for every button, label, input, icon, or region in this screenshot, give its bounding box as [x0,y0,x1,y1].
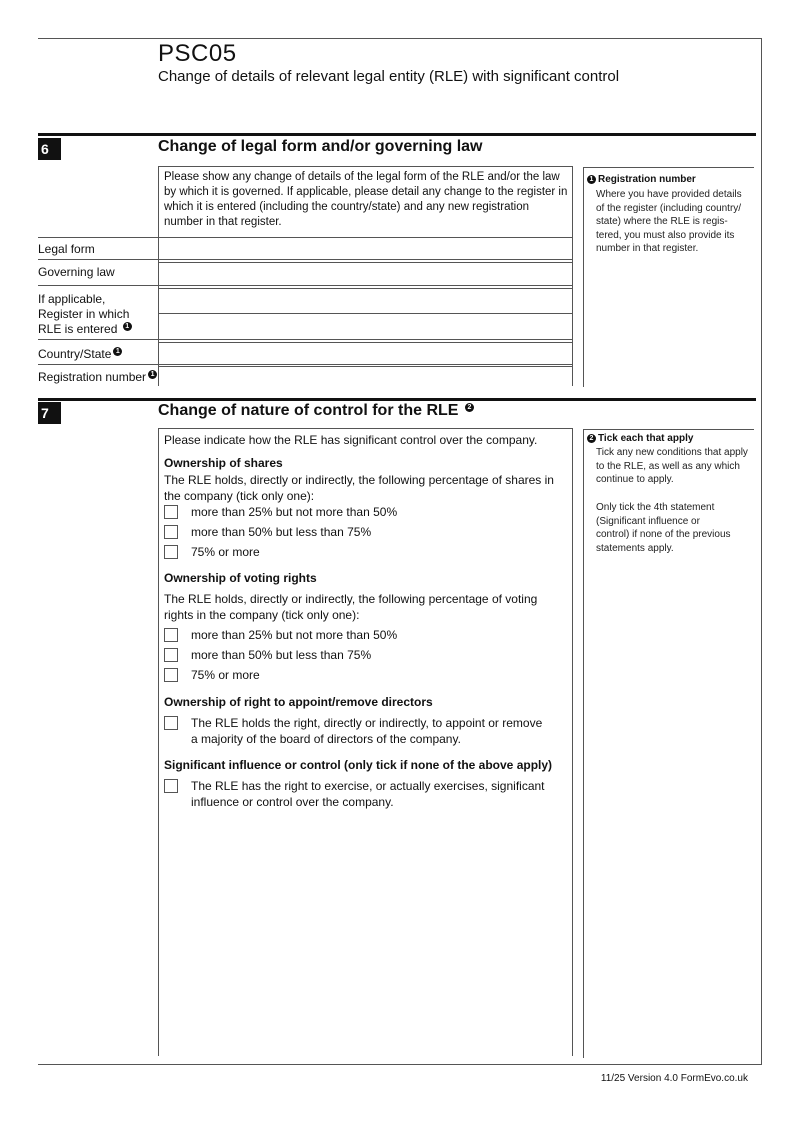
right-border [761,38,762,1065]
checkbox-label: The RLE has the right to exercise, or actually exercises, significant influence or control over the company. [191,779,545,809]
checkbox[interactable] [164,716,178,730]
bottom-border [38,1064,762,1065]
registration-number-label-text: Registration number [38,370,147,384]
section-7-intro: Please indicate how the RLE has significant control over the company. [164,433,538,447]
section-6-rule [38,133,756,136]
top-border [38,38,762,39]
governing-law-label: Governing law [38,265,115,279]
section-6-title: Change of legal form and/or governing law [158,138,483,155]
section-6-intro: Please show any change of details of the legal form of the RLE and/or the law by which it is governed. If applicable, please detail any change to the register in which it is entered (including the country/state) and any new registration number in that register. [164,171,568,228]
registration-number-input[interactable] [159,367,572,386]
note-1-icon: 1 [123,322,132,331]
section-6-note-title [587,174,696,185]
checkbox-label: more than 50% but less than 75% [191,648,372,662]
directors-heading: Ownership of right to appoint/remove directors [164,695,433,709]
section-6-box-top [158,166,573,167]
registration-number-label [38,370,157,385]
checkbox[interactable] [164,648,178,662]
country-state-label-text: Country/State [38,347,112,361]
row-divider [38,364,573,365]
section-6-number: 6 [38,138,61,160]
checkbox[interactable] [164,779,178,793]
row-divider [38,285,573,286]
checkbox[interactable] [164,505,178,519]
checkbox-label: more than 25% but not more than 50% [191,505,398,519]
checkbox-label: 75% or more [191,545,260,559]
governing-law-input[interactable] [159,261,572,284]
section-7-number: 7 [38,402,61,424]
checkbox[interactable] [164,525,178,539]
checkbox[interactable] [164,668,178,682]
row-divider [38,259,573,260]
register-label [38,292,153,337]
note-2-icon: 2 [465,403,474,412]
form-code: PSC05 [158,40,237,67]
footer-version: 11/25 Version 4.0 FormEvo.co.uk [600,1073,748,1084]
register-input-line1[interactable] [159,289,572,312]
checkbox-label: more than 50% but less than 75% [191,525,372,539]
note-1-icon: 1 [587,175,596,184]
shares-text: The RLE holds, directly or indirectly, the following percentage of shares in the company (tick only one): [164,473,554,503]
section-6-box-right [572,166,573,386]
section-7-title [158,402,474,420]
row-divider [38,339,573,340]
note-title-text: Registration number [598,174,696,185]
influence-heading: Significant influence or control (only tick if none of the above apply) [164,758,553,772]
note-1-icon: 1 [148,370,157,379]
checkbox-label: more than 25% but not more than 50% [191,628,398,642]
checkbox[interactable] [164,628,178,642]
section-7-title-text: Change of nature of control for the RLE [158,402,459,419]
checkbox-label: 75% or more [191,668,260,682]
note-2-icon: 2 [587,434,596,443]
form-title: Change of details of relevant legal entity (RLE) with significant control [158,68,620,85]
legal-form-input[interactable] [159,238,572,259]
section-7-note-text-2: Only tick the 4th statement (Significant influence or control) if none of the previous statements apply. [596,502,731,554]
country-state-label [38,347,122,362]
legal-form-label: Legal form [38,242,95,256]
row-divider [158,262,573,263]
section-7-box-top [158,428,573,429]
note-1-icon: 1 [113,347,122,356]
section-7-rule [38,398,756,401]
register-label-text: If applicable, Register in which RLE is entered [38,292,130,336]
voting-heading: Ownership of voting rights [164,571,317,585]
section-7-note-title [587,433,693,444]
register-input-line2[interactable] [159,314,572,337]
section-7-box-left [158,428,159,1056]
section-7-note-text-1: Tick any new conditions that apply to the RLE, as well as any which continue to apply. [596,447,748,485]
checkbox-label: The RLE holds the right, directly or indirectly, to appoint or remove a majority of the board of directors of the company. [191,716,543,746]
voting-text: The RLE holds, directly or indirectly, the following percentage of voting rights in the company (tick only one): [164,592,538,622]
shares-heading: Ownership of shares [164,456,283,470]
country-state-input[interactable] [159,343,572,363]
section-6-note-text: Where you have provided details of the register (including country/ state) where the RLE is regis- tered, you must also provide its number in that register. [596,189,742,254]
note-title-text: Tick each that apply [598,433,694,444]
section-7-box-right [572,428,573,1056]
checkbox[interactable] [164,545,178,559]
